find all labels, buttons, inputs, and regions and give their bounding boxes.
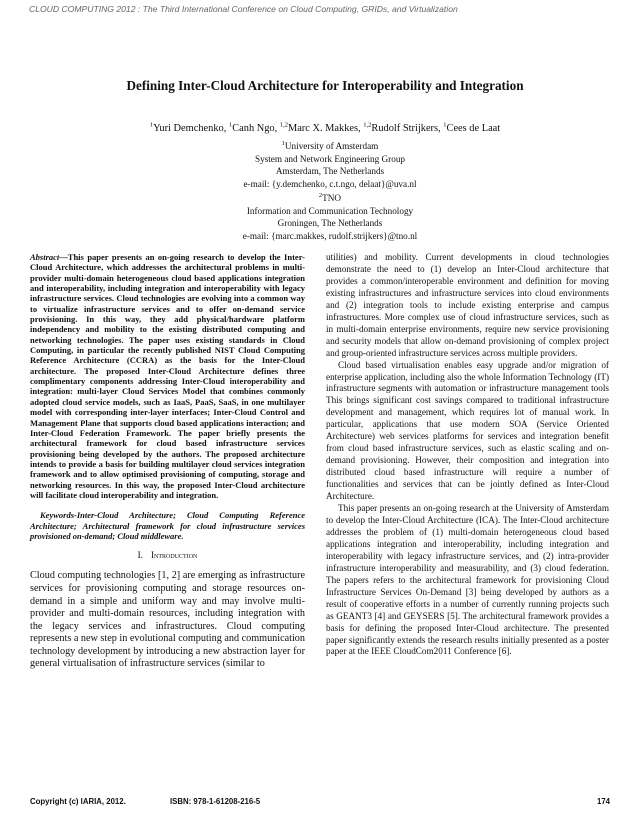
paper-title: Defining Inter-Cloud Architecture for Interoperability and Integration [126,78,524,93]
page-number: 174 [596,797,610,806]
paragraph: utilities) and mobility. Current developments in cloud technologies demonstrate the need to (1) develop an Inter-Cloud architecture that provides a common/interoperable environment and definition for moving existing infrastructures and infrastructure services into cloud environments and (2) integration tools to include existing enterprise and campus infrastructures. More complex use of cloud infrastructure services, such as in multi-domain enterprise environments, require new service provisioning and security models that allow on-demand provisioning of complex project and group-oriented infrastructure services across multiple providers. [326,252,609,358]
affiliation-name: $^1$University of Amsterdam [281,139,379,151]
affiliation-email: e-mail: {y.demchenko, c.t.ngo, delaat}@uva.nl [243,178,417,189]
author: $^{1,2}$Marc X. Makkes, [279,121,364,134]
affiliation-group: Information and Communication Technology [246,205,414,216]
left-column [30,252,305,671]
author-list [60,123,590,134]
author: $^1$Yuri Demchenko, [149,121,229,134]
paragraph: This paper presents an on-going research at the University of Amsterdam to develop the Inter-Cloud Architecture (ICA). The Inter-Cloud architecture addresses the problem of (1) multi-domain heterogeneous cloud based applications integration and interoperability, including integration and interoperability with legacy infrastructure services, and (2) intra-provider infrastructure interoperability and measurability, and (3) cloud federation. The papers refers to the architectural framework for provisioning Cloud Infrastructure Services On-Demand [3] being developed by authors as a result of cooperative efforts in a number of currently running projects such as GEANT3 [4] and GEYSERS [5]. The architectural framework provides a basis for defining the proposed Inter-Cloud architecture. The presented paper significantly extends the research results initially presented as a poster paper at the IEEE CloudCom2011 Conference [6]. [326,503,609,657]
author: $^1$Cees de Laat [443,121,501,134]
footer-copyright: Copyright (c) IARIA, 2012. [30,797,126,806]
keywords: Keywords-Inter-Cloud Architecture; Cloud Computing Reference Architecture; Architectural framework for cloud infrastructure services provisioned on-demand; Cloud middleware. [30,510,305,542]
affiliation-tno [150,192,510,242]
section-title: Introduction [150,550,198,561]
section-number: I. [137,550,143,561]
right-column [326,252,609,658]
section-heading [30,550,305,562]
author: $^{1,2}$Rudolf Strijkers, [363,121,444,134]
affiliation-amsterdam [150,140,510,190]
footer-isbn: ISBN: 978-1-61208-216-5 [170,797,261,806]
affiliation-group: System and Network Engineering Group [254,153,406,164]
paragraph: Cloud based virtualisation enables easy upgrade and/or migration of enterprise application, including also the whole Information Technology (IT) infrastructure segments with automation or infrastructure management tools This brings significant cost savings compared to traditional infrastructure development and management, which requires lot of manual work. In particular, applications that use modern SOA (Service Oriented Architecture) web services platforms for services and integration benefit from cloud based infrastructure services, such as elastic scaling and on-demand provisioning. However, their composition and integration into distributed cloud based infrastructure will require a number of functionalities and services that can be jointly defined as Inter-Cloud Architecture. [326,359,609,502]
abstract [30,252,305,500]
abstract-label: Abstract [30,252,60,262]
affiliation-city: Groningen, The Netherlands [277,218,383,228]
affiliation-city: Amsterdam, The Netherlands [275,166,385,176]
running-head: CLOUD COMPUTING 2012 : The Third International Conference on Cloud Computing, GRIDs, and Virtualization [29,4,458,14]
affiliation-name: $^2$TNO [318,191,342,203]
abstract-text: —This paper presents an on-going research to develop the Inter-Cloud Architecture, which addresses the architectural problems in multi-provider multi-domain heterogeneous cloud based applications integration and interoperability, including integration and interoperability with legacy infrastructure services. Cloud technologies are evolving into a common way to virtualize infrastructure services and to offer on-demand service provisioning. In this way, they add physical/hardware platform independency and mobility to the existing distributed computing and networking technologies. The paper uses existing standards in Cloud Computing, in particular the recently published NIST Cloud Computing Reference Architecture (CCRA) as the basis for the Inter-Cloud architecture. The proposed Inter-Cloud Architecture defines three complimentary components addressing Inter-Cloud interoperability and integration: multi-layer Cloud Services Model that combines commonly adopted cloud service models, such as IaaS, PaaS, SaaS, in one multilayer model with corresponding inter-layer interfaces; Inter-Cloud Control and Management Plane that supports cloud based applications interaction; and Inter-Cloud Federation Framework. The paper briefly presents the architectural framework for cloud based infrastructure services provisioning being developed by the authors. The proposed architecture intends to provide a basis for building multilayer cloud services integration framework and to allow optimised provisioning of computing, storage and networking resources. In this way, the proposed Inter-Cloud architecture will facilitate cloud interoperability and integration. [30,252,305,500]
author: $^1$Canh Ngo, [228,121,280,134]
paragraph: Cloud computing technologies [1, 2] are emerging as infrastructure services for provisioning computing and storage resources on-demand in a simple and uniform way and may involve multi-provider and multi-domain resources, including integration with the legacy services and infrastructures. Cloud computing represents a new step in evolutional computing and communication technology development by introducing a new abstraction layer for general virtualisation of infrastructure services (similar to [30,570,305,670]
affiliation-email: e-mail: {marc.makkes, rudolf.strijkers}@tno.nl [242,230,418,241]
